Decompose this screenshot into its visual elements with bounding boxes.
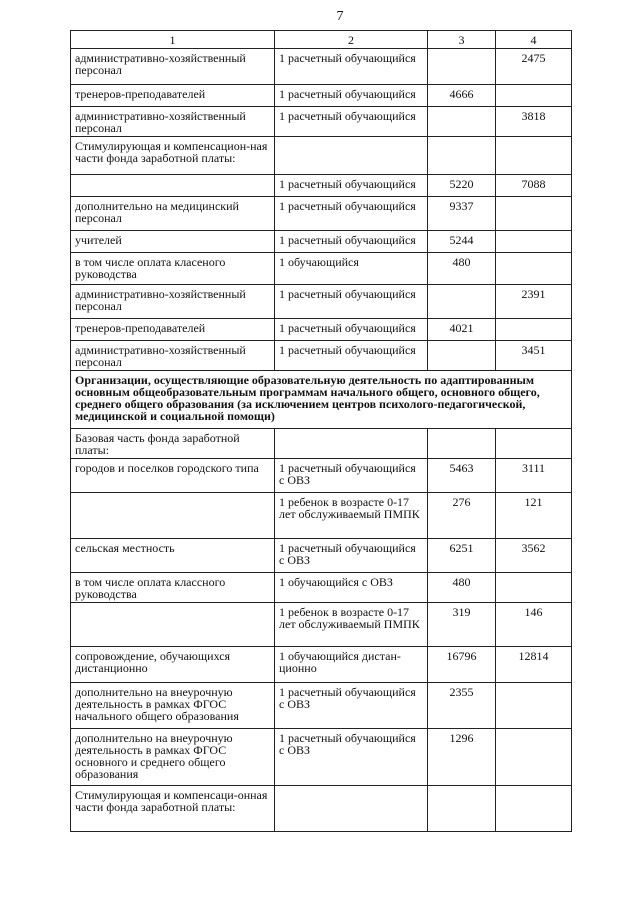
table-row <box>71 85 572 107</box>
row-category: городов и поселков городского типа <box>71 459 275 493</box>
row-unit: 1 ребенок в возрасте 0-17 лет обслуживаемый ПМПК <box>275 493 428 539</box>
table-row <box>71 285 572 319</box>
row-value-4: 121 <box>496 493 572 539</box>
row-unit: 1 обучающийся с ОВЗ <box>275 573 428 603</box>
row-unit: 1 расчетный обучающийся <box>275 175 428 197</box>
row-value-3 <box>428 341 496 371</box>
row-unit: 1 расчетный обучающийся с ОВЗ <box>275 729 428 786</box>
table-header-row <box>71 31 572 49</box>
table-row <box>71 647 572 683</box>
row-category: тренеров-преподавателей <box>71 85 275 107</box>
row-value-4 <box>496 429 572 459</box>
row-category: дополнительно на внеурочную деятельность в рамках ФГОС основного и среднего общего образования <box>71 729 275 786</box>
header-cell-4: 4 <box>496 31 572 49</box>
row-category: тренеров-преподавателей <box>71 319 275 341</box>
row-category: дополнительно на внеурочную деятельность в рамках ФГОС начального общего образования <box>71 683 275 729</box>
row-unit: 1 расчетный обучающийся с ОВЗ <box>275 683 428 729</box>
row-unit: 1 расчетный обучающийся <box>275 285 428 319</box>
row-category: административно-хозяйственный персонал <box>71 49 275 85</box>
row-category: Стимулирующая и компенсацион-ная части фонда заработной платы: <box>71 137 275 175</box>
row-unit: 1 расчетный обучающийся <box>275 231 428 253</box>
row-category: административно-хозяйственный персонал <box>71 107 275 137</box>
row-value-3: 4021 <box>428 319 496 341</box>
table-row <box>71 175 572 197</box>
row-category: учителей <box>71 231 275 253</box>
table-row <box>71 786 572 832</box>
row-value-3: 2355 <box>428 683 496 729</box>
row-value-3: 5463 <box>428 459 496 493</box>
row-unit <box>275 137 428 175</box>
table-row <box>71 319 572 341</box>
row-value-3: 4666 <box>428 85 496 107</box>
table-row <box>71 49 572 85</box>
row-value-4 <box>496 683 572 729</box>
row-value-4 <box>496 729 572 786</box>
row-value-3 <box>428 49 496 85</box>
row-value-4: 2475 <box>496 49 572 85</box>
row-category: в том числе оплата классного руководства <box>71 573 275 603</box>
row-value-4 <box>496 231 572 253</box>
row-value-3 <box>428 786 496 832</box>
row-value-4: 2391 <box>496 285 572 319</box>
table-row <box>71 729 572 786</box>
row-unit: 1 расчетный обучающийся <box>275 107 428 137</box>
page-number: 7 <box>336 9 344 24</box>
row-value-4 <box>496 85 572 107</box>
row-category: Стимулирующая и компенсаци-онная части фонда заработной платы: <box>71 786 275 832</box>
tariff-table <box>70 30 572 832</box>
row-category: дополнительно на медицинский персонал <box>71 197 275 231</box>
section-heading-row <box>71 371 572 429</box>
row-value-4 <box>496 197 572 231</box>
row-value-3: 16796 <box>428 647 496 683</box>
row-value-3 <box>428 107 496 137</box>
table-row <box>71 539 572 573</box>
row-value-4: 12814 <box>496 647 572 683</box>
row-value-3: 5220 <box>428 175 496 197</box>
row-unit: 1 обучающийся дистан-ционно <box>275 647 428 683</box>
row-value-3 <box>428 285 496 319</box>
table-row <box>71 253 572 285</box>
row-value-4: 3451 <box>496 341 572 371</box>
row-value-3 <box>428 137 496 175</box>
table-row <box>71 107 572 137</box>
row-value-3 <box>428 429 496 459</box>
table-row <box>71 137 572 175</box>
row-category <box>71 493 275 539</box>
row-value-3: 6251 <box>428 539 496 573</box>
row-category: в том числе оплата класеного руководства <box>71 253 275 285</box>
row-unit <box>275 429 428 459</box>
row-value-3: 480 <box>428 253 496 285</box>
table-row <box>71 459 572 493</box>
row-value-4 <box>496 137 572 175</box>
table-row <box>71 573 572 603</box>
row-unit: 1 расчетный обучающийся <box>275 85 428 107</box>
row-category <box>71 175 275 197</box>
row-unit: 1 расчетный обучающийся <box>275 197 428 231</box>
row-value-4: 3818 <box>496 107 572 137</box>
row-value-3: 1296 <box>428 729 496 786</box>
row-value-4 <box>496 573 572 603</box>
row-value-3: 5244 <box>428 231 496 253</box>
row-value-3: 276 <box>428 493 496 539</box>
row-value-4: 7088 <box>496 175 572 197</box>
row-unit: 1 расчетный обучающийся <box>275 49 428 85</box>
table-row <box>71 683 572 729</box>
row-category: административно-хозяйственный персонал <box>71 341 275 371</box>
row-value-4 <box>496 319 572 341</box>
table-row <box>71 231 572 253</box>
table-row <box>71 493 572 539</box>
row-value-3: 9337 <box>428 197 496 231</box>
row-value-4: 3111 <box>496 459 572 493</box>
row-category: сопровождение, обучающихся дистанционно <box>71 647 275 683</box>
row-value-3: 319 <box>428 603 496 647</box>
header-cell-1: 1 <box>71 31 275 49</box>
row-unit: 1 расчетный обучающийся <box>275 319 428 341</box>
table-row <box>71 197 572 231</box>
row-unit <box>275 786 428 832</box>
row-category: административно-хозяйственный персонал <box>71 285 275 319</box>
header-cell-2: 2 <box>275 31 428 49</box>
row-value-4: 146 <box>496 603 572 647</box>
table-row <box>71 603 572 647</box>
header-cell-3: 3 <box>428 31 496 49</box>
section-title: Организации, осуществляющие образовательную деятельность по адаптированным основным общеобразовательным программам начального общего, основного общего, среднего общего образования (за исключением центров психолого-педагогической, медицинской и социальной помощи) <box>71 371 572 429</box>
row-value-3: 480 <box>428 573 496 603</box>
row-category: Базовая часть фонда заработной платы: <box>71 429 275 459</box>
row-unit: 1 ребенок в возрасте 0-17 лет обслуживаемый ПМПК <box>275 603 428 647</box>
row-category: сельская местность <box>71 539 275 573</box>
row-value-4 <box>496 786 572 832</box>
row-unit: 1 расчетный обучающийся с ОВЗ <box>275 459 428 493</box>
row-unit: 1 расчетный обучающийся с ОВЗ <box>275 539 428 573</box>
row-category <box>71 603 275 647</box>
row-unit: 1 расчетный обучающийся <box>275 341 428 371</box>
table-row <box>71 341 572 371</box>
row-unit: 1 обучающийся <box>275 253 428 285</box>
row-value-4 <box>496 253 572 285</box>
table-row <box>71 429 572 459</box>
row-value-4: 3562 <box>496 539 572 573</box>
